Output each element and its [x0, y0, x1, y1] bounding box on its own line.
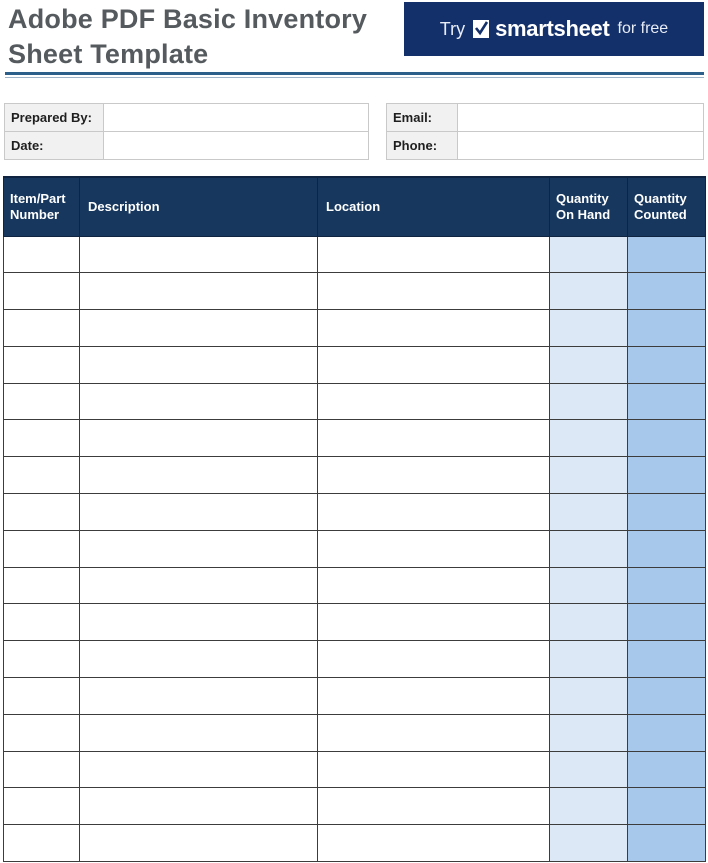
cell-location[interactable]	[318, 788, 550, 825]
cell-location[interactable]	[318, 678, 550, 715]
cell-location[interactable]	[318, 236, 550, 273]
cell-quantity-on-hand[interactable]	[550, 751, 628, 788]
cell-quantity-on-hand[interactable]	[550, 530, 628, 567]
cell-item-part-number[interactable]	[4, 236, 80, 273]
table-row	[4, 751, 706, 788]
cell-item-part-number[interactable]	[4, 457, 80, 494]
phone-field[interactable]	[458, 132, 704, 160]
cell-location[interactable]	[318, 530, 550, 567]
cell-quantity-counted[interactable]	[628, 273, 706, 310]
cell-item-part-number[interactable]	[4, 567, 80, 604]
banner-try-label: Try	[439, 18, 466, 39]
cell-item-part-number[interactable]	[4, 751, 80, 788]
cell-location[interactable]	[318, 420, 550, 457]
cell-quantity-on-hand[interactable]	[550, 494, 628, 531]
cell-description[interactable]	[80, 420, 318, 457]
column-header-quantity-on-hand: Quantity On Hand	[550, 177, 628, 236]
inventory-header-row	[4, 177, 706, 236]
cell-quantity-counted[interactable]	[628, 751, 706, 788]
cell-quantity-counted[interactable]	[628, 346, 706, 383]
cell-location[interactable]	[318, 751, 550, 788]
cell-item-part-number[interactable]	[4, 310, 80, 347]
cell-quantity-counted[interactable]	[628, 530, 706, 567]
cell-description[interactable]	[80, 346, 318, 383]
email-row	[387, 104, 704, 132]
cell-description[interactable]	[80, 383, 318, 420]
cell-quantity-on-hand[interactable]	[550, 420, 628, 457]
cell-description[interactable]	[80, 751, 318, 788]
banner-free-label: for free	[617, 20, 669, 37]
cell-quantity-on-hand[interactable]	[550, 714, 628, 751]
info-right-table	[386, 103, 704, 160]
table-row	[4, 604, 706, 641]
cell-quantity-on-hand[interactable]	[550, 567, 628, 604]
table-row	[4, 567, 706, 604]
cell-description[interactable]	[80, 604, 318, 641]
cell-quantity-counted[interactable]	[628, 420, 706, 457]
table-row	[4, 494, 706, 531]
cell-description[interactable]	[80, 457, 318, 494]
date-field[interactable]	[104, 132, 369, 160]
cell-location[interactable]	[318, 346, 550, 383]
cell-item-part-number[interactable]	[4, 420, 80, 457]
column-header-item-part-number: Item/Part Number	[4, 177, 80, 236]
table-row	[4, 310, 706, 347]
cell-item-part-number[interactable]	[4, 383, 80, 420]
cell-item-part-number[interactable]	[4, 604, 80, 641]
cell-quantity-on-hand[interactable]	[550, 641, 628, 678]
table-row	[4, 383, 706, 420]
cell-description[interactable]	[80, 825, 318, 862]
email-label: Email:	[387, 104, 458, 132]
cell-quantity-on-hand[interactable]	[550, 678, 628, 715]
cell-location[interactable]	[318, 567, 550, 604]
cell-quantity-counted[interactable]	[628, 494, 706, 531]
title-divider-thin	[5, 77, 704, 78]
cell-location[interactable]	[318, 604, 550, 641]
cell-description[interactable]	[80, 530, 318, 567]
cell-item-part-number[interactable]	[4, 825, 80, 862]
page-title: Adobe PDF Basic Inventory Sheet Template	[8, 4, 368, 69]
phone-row	[387, 132, 704, 160]
cell-item-part-number[interactable]	[4, 714, 80, 751]
inventory-table	[3, 176, 706, 862]
table-row	[4, 420, 706, 457]
banner-brand-label: smartsheet	[495, 16, 610, 41]
cell-description[interactable]	[80, 714, 318, 751]
smartsheet-check-icon	[473, 20, 489, 38]
cell-quantity-counted[interactable]	[628, 788, 706, 825]
cell-quantity-counted[interactable]	[628, 714, 706, 751]
cell-item-part-number[interactable]	[4, 678, 80, 715]
cell-location[interactable]	[318, 641, 550, 678]
table-row	[4, 714, 706, 751]
cell-quantity-counted[interactable]	[628, 641, 706, 678]
cell-location[interactable]	[318, 383, 550, 420]
cell-quantity-on-hand[interactable]	[550, 273, 628, 310]
cell-item-part-number[interactable]	[4, 788, 80, 825]
cell-quantity-counted[interactable]	[628, 604, 706, 641]
cell-description[interactable]	[80, 641, 318, 678]
table-row	[4, 273, 706, 310]
prepared-by-label: Prepared By:	[5, 104, 104, 132]
cell-description[interactable]	[80, 236, 318, 273]
table-row	[4, 825, 706, 862]
column-header-description: Description	[80, 177, 318, 236]
column-header-location: Location	[318, 177, 550, 236]
cell-quantity-on-hand[interactable]	[550, 604, 628, 641]
cell-quantity-on-hand[interactable]	[550, 825, 628, 862]
cell-quantity-on-hand[interactable]	[550, 346, 628, 383]
title-divider	[5, 72, 704, 75]
cell-location[interactable]	[318, 457, 550, 494]
table-row	[4, 788, 706, 825]
cell-quantity-on-hand[interactable]	[550, 310, 628, 347]
cell-quantity-on-hand[interactable]	[550, 788, 628, 825]
cell-quantity-on-hand[interactable]	[550, 236, 628, 273]
cell-item-part-number[interactable]	[4, 346, 80, 383]
cell-quantity-counted[interactable]	[628, 310, 706, 347]
smartsheet-try-banner[interactable]	[404, 2, 704, 56]
email-field[interactable]	[458, 104, 704, 132]
cell-item-part-number[interactable]	[4, 641, 80, 678]
cell-quantity-counted[interactable]	[628, 236, 706, 273]
prepared-by-field[interactable]	[104, 104, 369, 132]
cell-description[interactable]	[80, 494, 318, 531]
cell-quantity-counted[interactable]	[628, 678, 706, 715]
prepared-by-row	[5, 104, 369, 132]
date-row	[5, 132, 369, 160]
table-row	[4, 346, 706, 383]
cell-quantity-counted[interactable]	[628, 567, 706, 604]
cell-quantity-on-hand[interactable]	[550, 383, 628, 420]
cell-description[interactable]	[80, 273, 318, 310]
info-left-table	[4, 103, 369, 160]
cell-item-part-number[interactable]	[4, 494, 80, 531]
cell-item-part-number[interactable]	[4, 530, 80, 567]
table-row	[4, 678, 706, 715]
cell-location[interactable]	[318, 310, 550, 347]
cell-location[interactable]	[318, 273, 550, 310]
cell-location[interactable]	[318, 714, 550, 751]
cell-item-part-number[interactable]	[4, 273, 80, 310]
inventory-body	[4, 236, 706, 862]
cell-quantity-counted[interactable]	[628, 457, 706, 494]
cell-quantity-counted[interactable]	[628, 825, 706, 862]
cell-quantity-on-hand[interactable]	[550, 457, 628, 494]
column-header-quantity-counted: Quantity Counted	[628, 177, 706, 236]
cell-description[interactable]	[80, 788, 318, 825]
table-row	[4, 530, 706, 567]
cell-quantity-counted[interactable]	[628, 383, 706, 420]
cell-location[interactable]	[318, 494, 550, 531]
cell-location[interactable]	[318, 825, 550, 862]
cell-description[interactable]	[80, 678, 318, 715]
cell-description[interactable]	[80, 567, 318, 604]
phone-label: Phone:	[387, 132, 458, 160]
table-row	[4, 457, 706, 494]
cell-description[interactable]	[80, 310, 318, 347]
date-label: Date:	[5, 132, 104, 160]
table-row	[4, 641, 706, 678]
table-row	[4, 236, 706, 273]
